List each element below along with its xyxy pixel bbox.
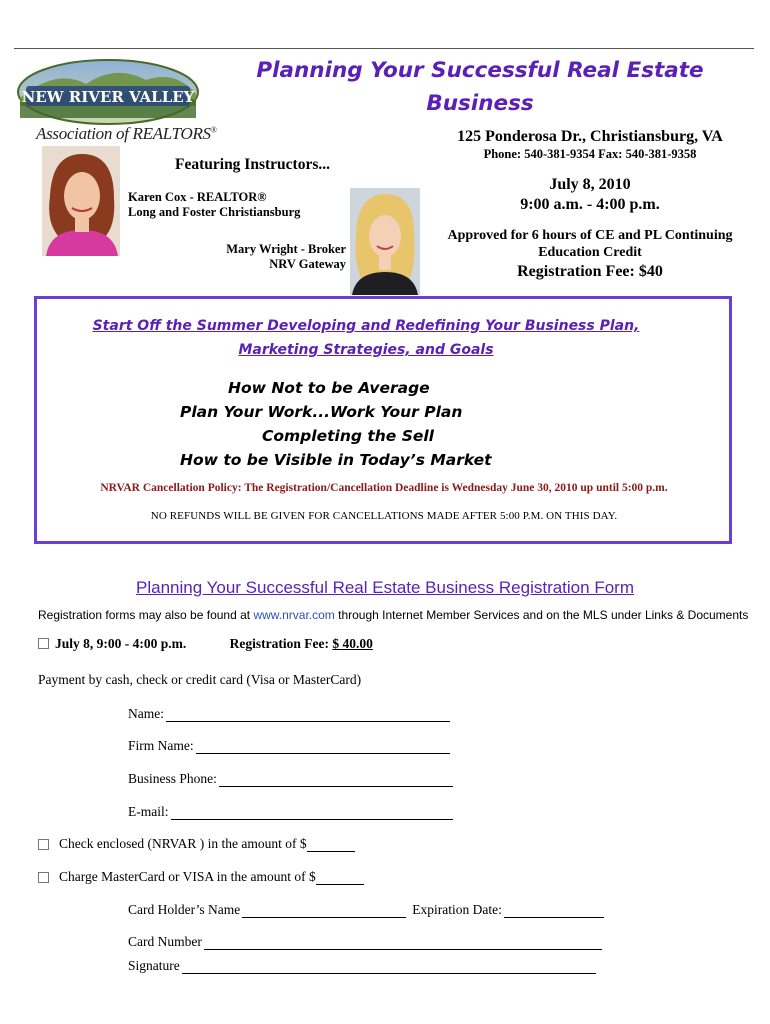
featuring-heading: Featuring Instructors... [175,156,330,173]
logo-name: NEW RIVER VALLEY [21,88,195,106]
name-field[interactable]: Name: [128,706,450,722]
payment-methods: Payment by cash, check or credit card (Visa or MasterCard) [38,672,362,687]
topic-item: Completing the Sell [262,427,434,445]
topic-item: Plan Your Work...Work Your Plan [180,403,463,421]
mary-wright-photo [350,188,420,295]
feature-heading: Start Off the Summer Developing and Redefining Your Business Plan, Marketing Strategies, and Goals [92,318,640,358]
check-enclosed-option[interactable]: Check enclosed (NRVAR ) in the amount of $ [38,836,355,852]
karen-cox-photo [42,146,120,256]
card-holder-field[interactable]: Card Holder’s Name Expiration Date: [128,902,604,918]
mary-wright-caption: Mary Wright - Broker NRV Gateway [226,242,346,271]
charge-amount-line[interactable] [316,870,364,885]
karen-cox-caption: Karen Cox - REALTOR® Long and Foster Christiansburg [128,190,301,219]
topic-item: How to be Visible in Today’s Market [180,451,492,469]
card-number-input-line[interactable] [204,935,602,950]
registration-form-title: Planning Your Successful Real Estate Business Registration Form [136,578,634,597]
top-rule [14,48,754,49]
ce-approval: Approved for 6 hours of CE and PL Continuing Education Credit [447,228,733,260]
card-holder-input-line[interactable] [242,903,406,918]
cancellation-policy: NRVAR Cancellation Policy: The Registration/Cancellation Deadline is Wednesday June 30, 2010 up until 5:00 p.m. [100,482,668,494]
card-number-field[interactable]: Card Number [128,934,602,950]
firm-name-field[interactable]: Firm Name: [128,738,450,754]
registration-fee: Registration Fee: $40 [517,263,663,280]
charge-card-checkbox[interactable] [38,872,49,883]
phone-input-line[interactable] [219,772,453,787]
email-input-line[interactable] [171,805,453,820]
event-date: July 8, 2010 9:00 a.m. - 4:00 p.m. [520,176,660,213]
expiration-input-line[interactable] [504,903,604,918]
page-title: Planning Your Successful Real Estate Business [256,58,704,116]
phone-fax: Phone: 540-381-9354 Fax: 540-381-9358 [483,147,697,161]
forms-note: Registration forms may also be found at www.nrvar.com through Internet Member Services and on the MLS under Links & Documents [38,608,749,622]
firm-input-line[interactable] [196,739,450,754]
name-input-line[interactable] [166,707,450,722]
session-line: July 8, 9:00 - 4:00 p.m. Registration Fee: $ 40.00 [38,636,373,652]
business-phone-field[interactable]: Business Phone: [128,771,453,787]
signature-input-line[interactable] [182,959,596,974]
nrvar-link[interactable]: www.nrvar.com [253,608,335,622]
logo-tagline: Association of REALTORS® [36,124,217,143]
topic-item: How Not to be Average [228,379,430,397]
session-checkbox[interactable] [38,638,49,649]
check-amount-line[interactable] [307,837,355,852]
address: 125 Ponderosa Dr., Christiansburg, VA [457,128,723,145]
email-field[interactable]: E-mail: [128,804,453,820]
check-enclosed-checkbox[interactable] [38,839,49,850]
signature-field[interactable]: Signature [128,958,596,974]
no-refunds-notice: NO REFUNDS WILL BE GIVEN FOR CANCELLATIONS MADE AFTER 5:00 P.M. ON THIS DAY. [150,510,618,522]
charge-card-option[interactable]: Charge MasterCard or VISA in the amount of $ [38,869,364,885]
topics-list [180,376,580,472]
